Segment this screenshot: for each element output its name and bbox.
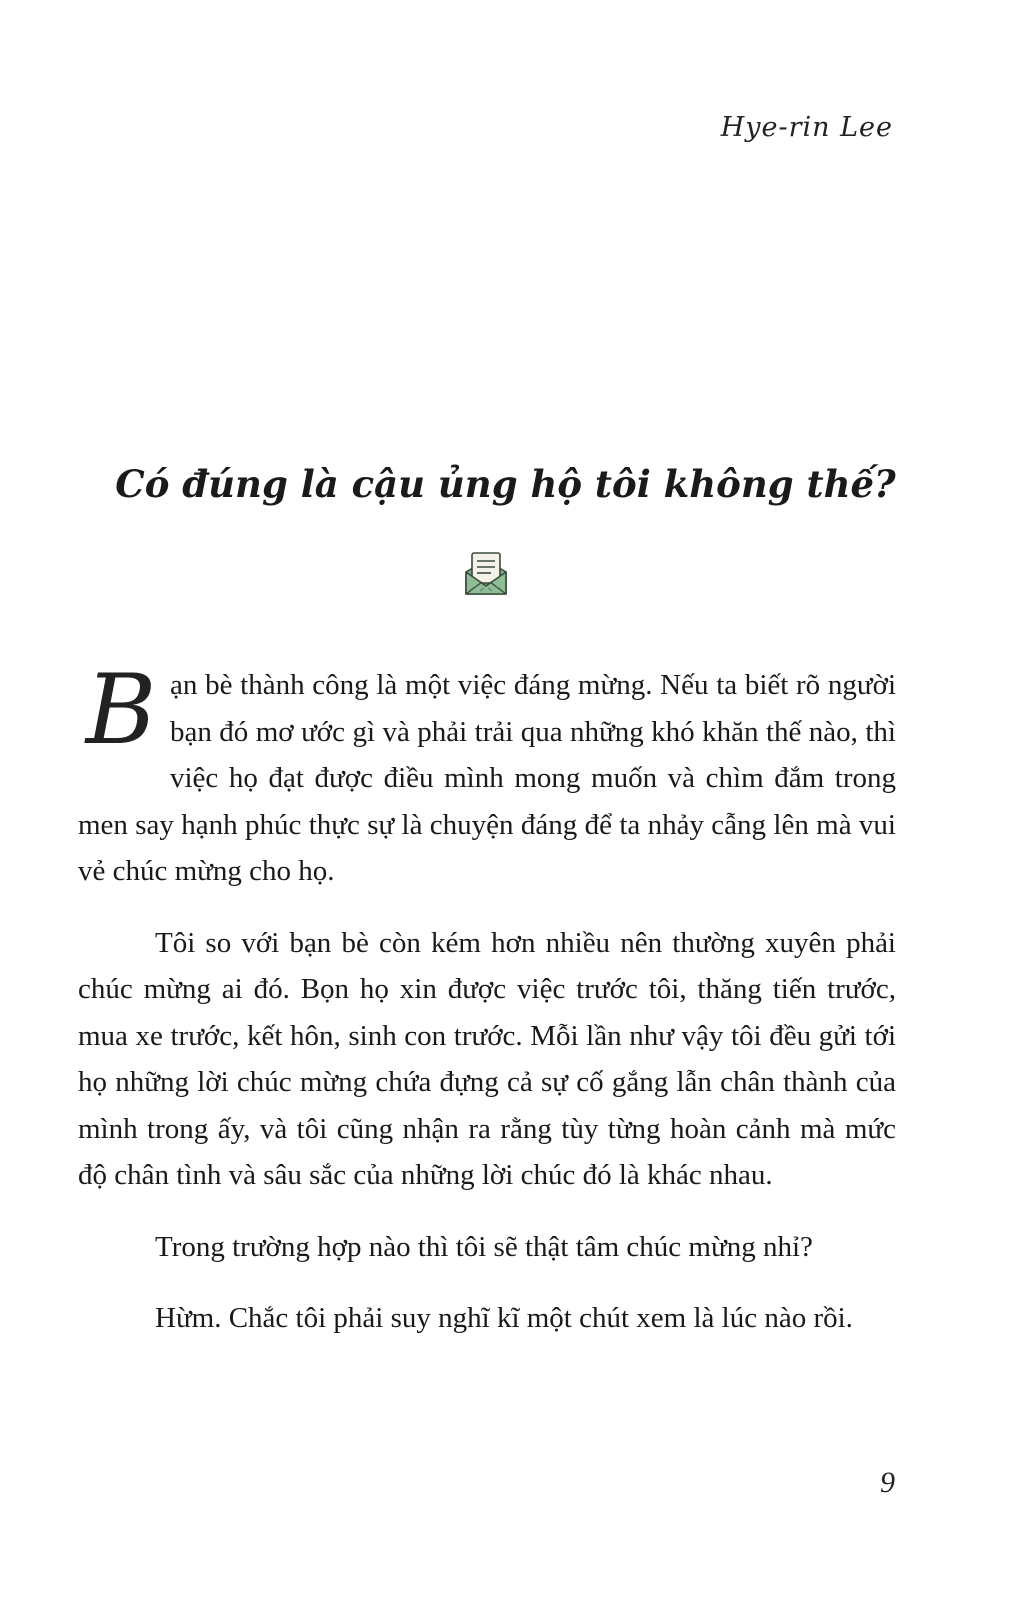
body-text	[78, 654, 896, 1342]
page-number: 9	[880, 1466, 895, 1499]
envelope-letter-icon	[462, 550, 510, 598]
running-head-author: Hye-rin Lee	[720, 112, 893, 143]
envelope-letter-icon-graphic	[462, 550, 510, 598]
paragraph-1	[78, 654, 896, 895]
paragraph-4: Hừm. Chắc tôi phải suy nghĩ kĩ một chút xem là lúc nào rồi.	[155, 1302, 853, 1334]
chapter-title: Có đúng là cậu ủng hộ tôi không thế?	[115, 462, 896, 506]
drop-cap: B	[85, 654, 157, 766]
paragraph-1-text: ạn bè thành công là một việc đáng mừng. Nếu ta biết rõ người bạn đó mơ ước gì và phải trải qua những khó khăn thế nào, thì việc họ đạt được điều mình mong muốn và chìm đắm trong men say hạnh phúc thực sự là chuyện đáng để ta nhảy cẫng lên mà vui vẻ chúc mừng cho họ.	[78, 669, 896, 887]
paragraph-3: Trong trường hợp nào thì tôi sẽ thật tâm chúc mừng nhỉ?	[155, 1230, 813, 1263]
paragraph-2: Tôi so với bạn bè còn kém hơn nhiều nên thường xuyên phải chúc mừng ai đó. Bọn họ xin được việc trước tôi, thăng tiến trước, mua xe trước, kết hôn, sinh con trước. Mỗi lần như vậy tôi đều gửi tới họ những lời chúc mừng chứa đựng cả sự cố gắng lẫn chân thành của mình trong ấy, và tôi cũng nhận ra rằng tùy từng hoàn cảnh mà mức độ chân tình và sâu sắc của những lời chúc đó là khác nhau.	[78, 926, 896, 1191]
